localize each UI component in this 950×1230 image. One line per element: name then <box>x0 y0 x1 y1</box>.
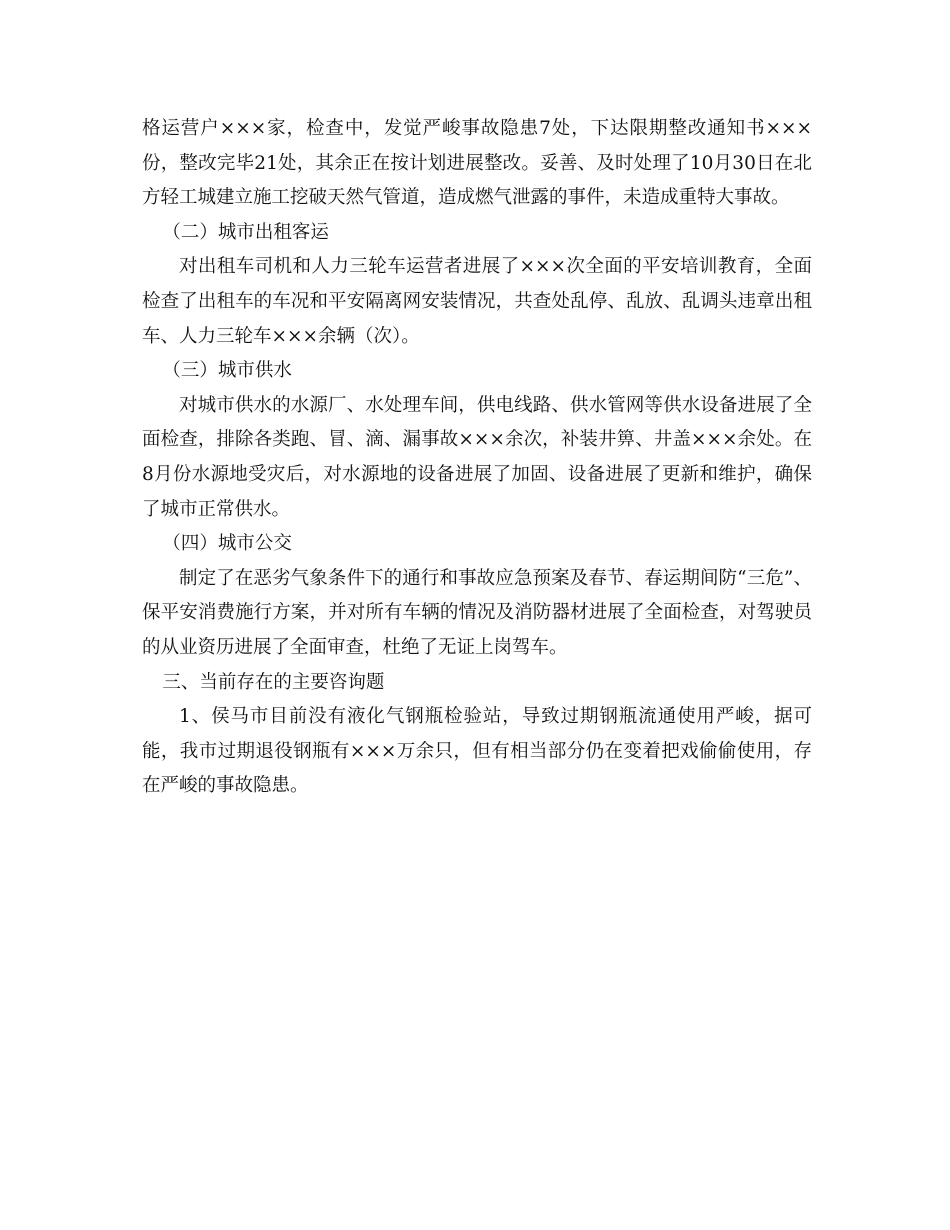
paragraph-problem-1: 1、侯马市目前没有液化气钢瓶检验站，导致过期钢瓶流通使用严峻，据可能，我市过期退役钢瓶有×××万余只，但有相当部分仍在变着把戏偷偷使用，存在严峻的事故隐患。 <box>142 706 812 797</box>
document-body <box>142 112 812 804</box>
section-heading-main-problems: 三、当前存在的主要咨询题 <box>162 671 385 693</box>
paragraph-public-bus: 制定了在恶劣气象条件下的通行和事故应急预案及春节、春运期间防“三危”、保平安消费施行方案，并对所有车辆的情况及消防器材进展了全面检查，对驾驶员的从业资历进展了全面审查，杜绝了无证上岗驾车。 <box>142 567 812 658</box>
paragraph-water-supply: 对城市供水的水源厂、水处理车间，供电线路、供水管网等供水设备进展了全面检查，排除各类跑、冒、滴、漏事故×××余次，补装井箅、井盖×××余处。在8月份水源地受灾后，对水源地的设备进展了加固、设备进展了更新和维护，确保了城市正常供水。 <box>142 394 812 520</box>
section-heading-water-supply: （三）城市供水 <box>162 360 292 382</box>
paragraph-continued-gas-inspection: 格运营户×××家，检查中，发觉严峻事故隐患7处，下达限期整改通知书×××份，整改完毕21处，其余正在按计划进展整改。妥善、及时处理了10月30日在北方轻工城建立施工挖破天然气管道，造成燃气泄露的事件，未造成重特大事故。 <box>142 118 812 209</box>
section-heading-taxi: （二）城市出租客运 <box>162 221 329 243</box>
section-heading-public-bus: （四）城市公交 <box>162 533 292 555</box>
paragraph-taxi: 对出租车司机和人力三轮车运营者进展了×××次全面的平安培训教育，全面检查了出租车的车况和平安隔离网安装情况，共查处乱停、乱放、乱调头违章出租车、人力三轮车×××余辆（次）。 <box>142 256 812 347</box>
